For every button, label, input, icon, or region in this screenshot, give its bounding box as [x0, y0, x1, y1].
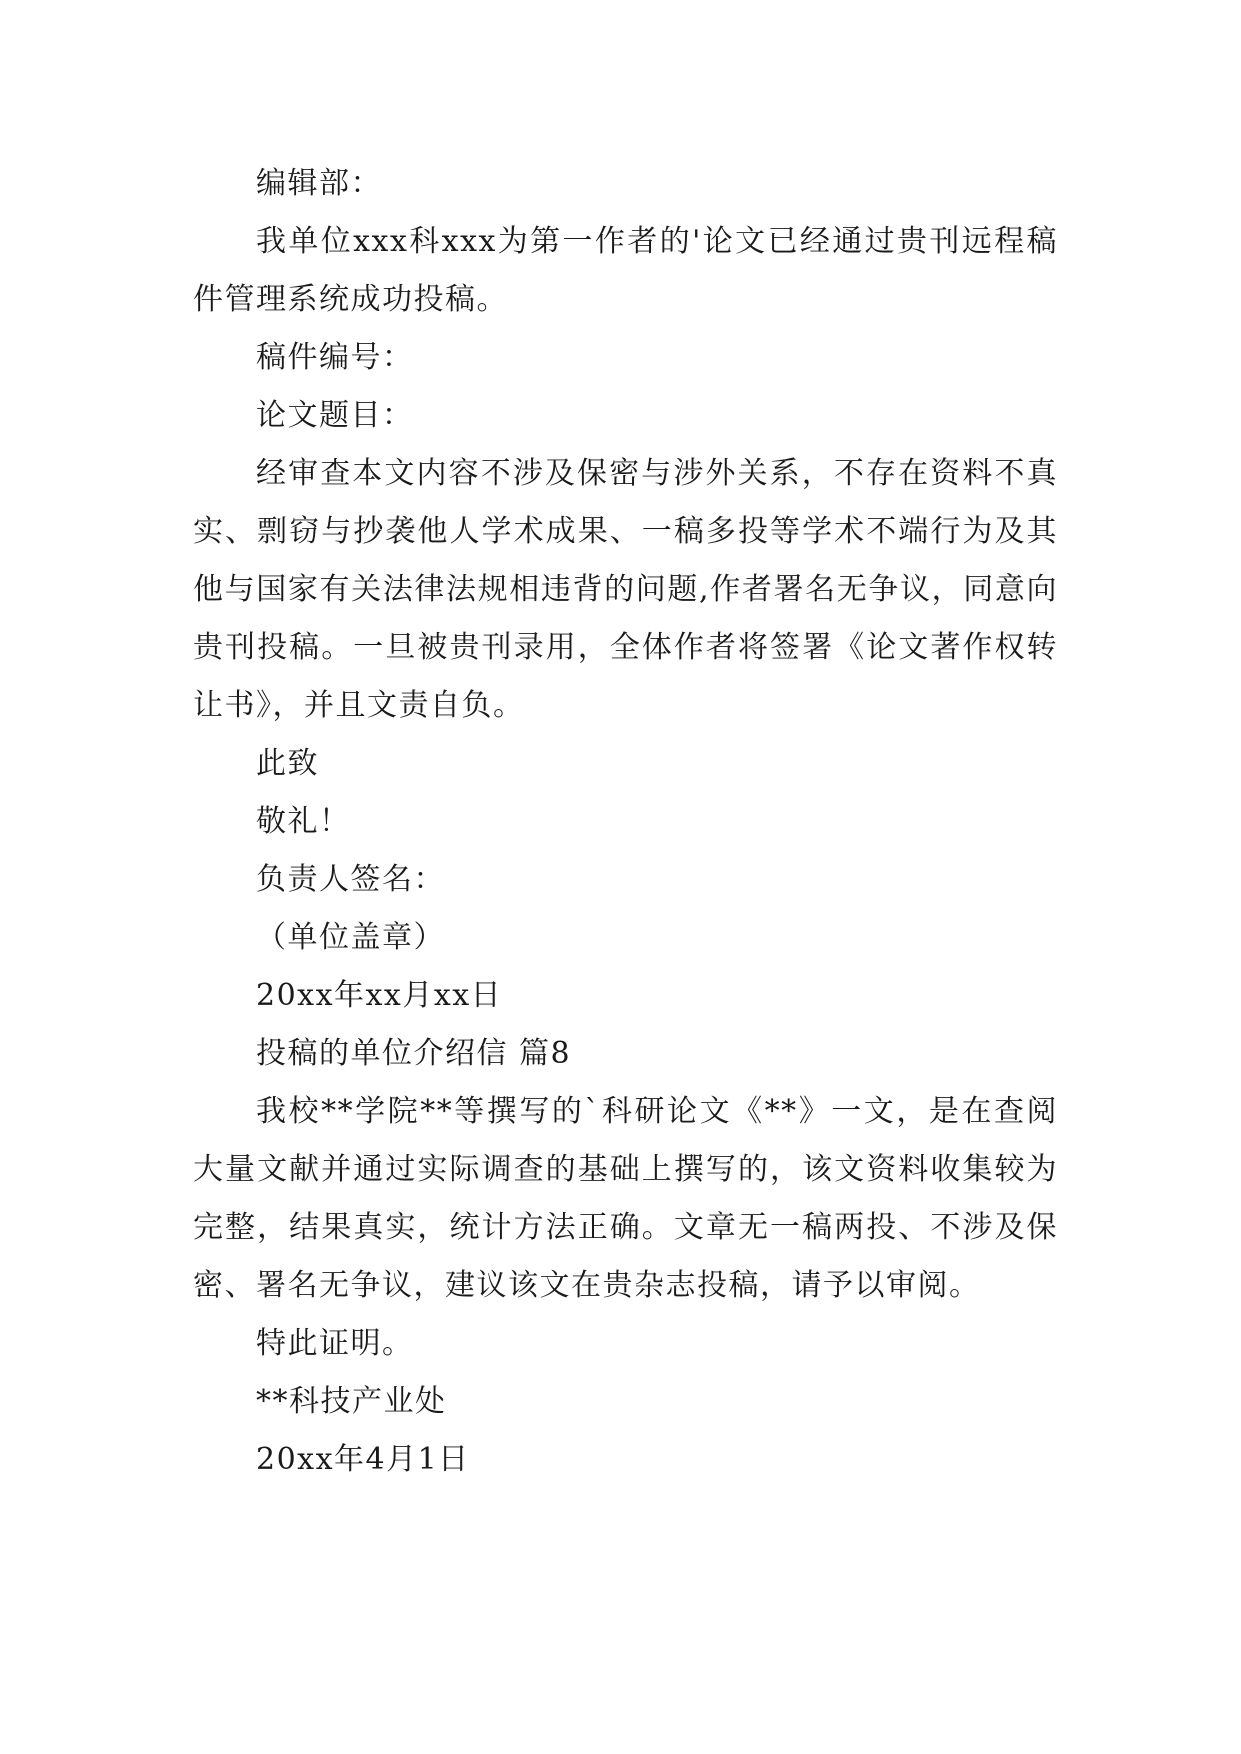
document-body — [193, 155, 1058, 1489]
issue-date: 20xx年4月1日 — [256, 1442, 470, 1477]
signature-label: 负责人签名： — [256, 862, 445, 897]
closing-jingli: 敬礼！ — [256, 804, 351, 839]
section-title: 投稿的单位介绍信 篇8 — [256, 1036, 572, 1071]
date-line: 20xx年xx月xx日 — [256, 978, 503, 1013]
closing-cizhi: 此致 — [256, 746, 319, 781]
salutation: 编辑部： — [256, 166, 382, 201]
paragraph-review-statement: 经审查本文内容不涉及保密与涉外关系，不存在资料不真实、剽窃与抄袭他人学术成果、一稿多投等学术不端行为及其他与国家有关法律法规相违背的问题,作者署名无争议，同意向贵刊投稿。一旦被贵刊录用，全体作者将签署《论文著作权转让书》，并且文责自负。 — [193, 456, 1058, 723]
issuing-department: **科技产业处 — [256, 1384, 447, 1419]
manuscript-number-label: 稿件编号： — [256, 340, 414, 375]
paragraph-recommendation: 我校**学院**等撰写的`科研论文《**》一文，是在查阅大量文献并通过实际调查的基础上撰写的，该文资料收集较为完整，结果真实，统计方法正确。文章无一稿两投、不涉及保密、署名无争议，建议该文在贵杂志投稿，请予以审阅。 — [193, 1094, 1058, 1303]
paper-title-label: 论文题目： — [256, 398, 414, 433]
paragraph-submission-notice: 我单位xxx科xxx为第一作者的'论文已经通过贵刊远程稿件管理系统成功投稿。 — [193, 224, 1058, 317]
certification-line: 特此证明。 — [256, 1326, 414, 1361]
seal-label: （单位盖章） — [256, 920, 445, 955]
